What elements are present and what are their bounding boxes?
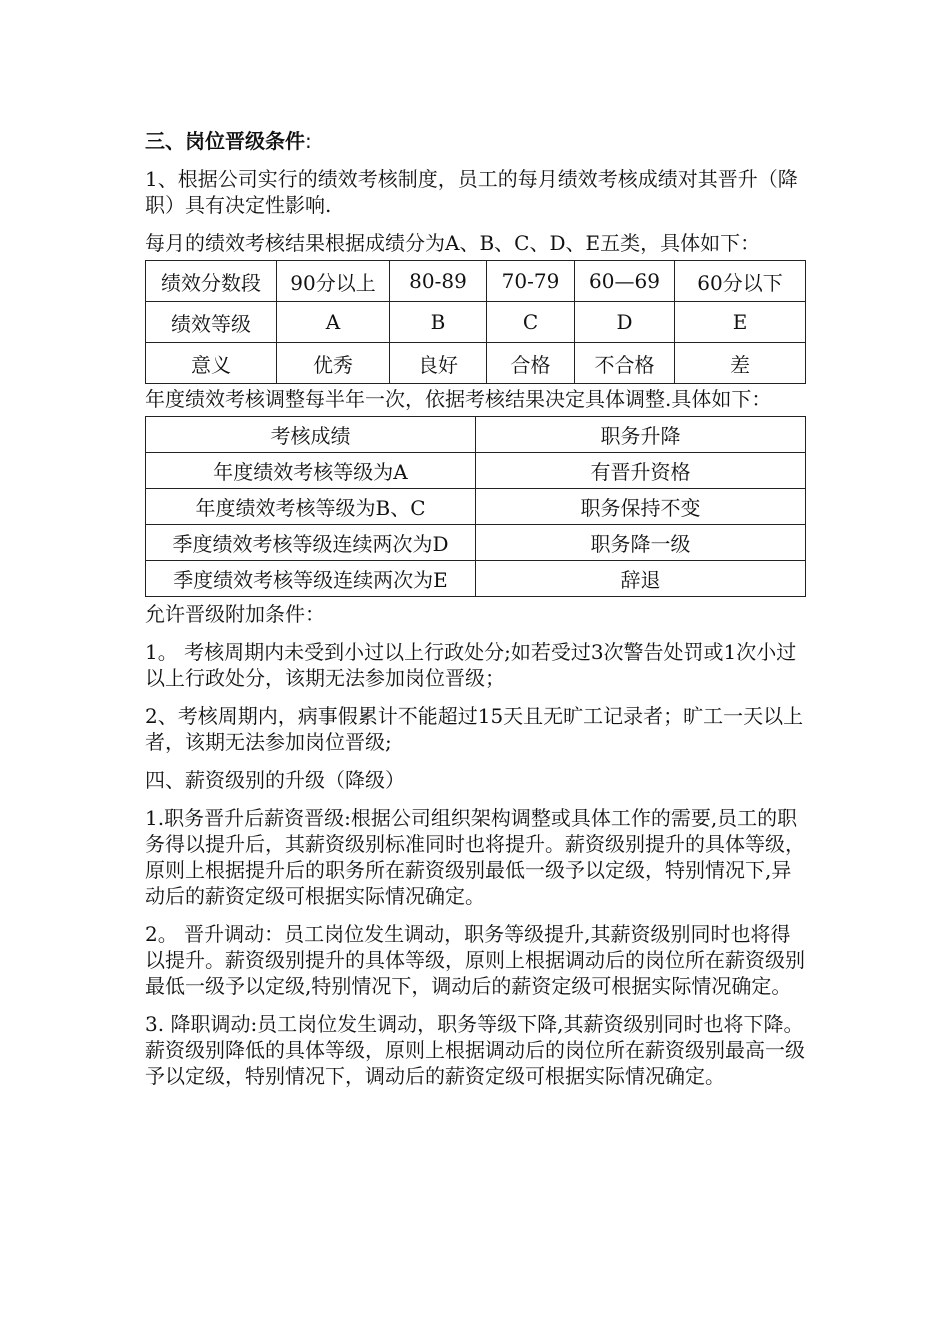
table-cell: B [390, 302, 487, 343]
extra-conditions-title: 允许晋级附加条件： [145, 602, 325, 626]
table-cell: 季度绩效考核等级连续两次为E [146, 561, 476, 597]
table-cell: 职务升降 [476, 417, 806, 453]
extra-condition-1: 1。 考核周期内未受到小过以上行政处分;如若受过3次警告处罚或1次小过以上行政处分，该期无法参加岗位晋级； [145, 640, 797, 690]
section-4-heading: 四、薪资级别的升级（降级） [145, 768, 405, 792]
table-cell: 60—69 [575, 261, 675, 302]
section-3-paragraph-1: 1、根据公司实行的绩效考核制度，员工的每月绩效考核成绩对其晋升（降职）具有决定性影响. [145, 167, 798, 217]
table-cell: 合格 [487, 343, 575, 384]
table-cell: 90分以上 [277, 261, 390, 302]
table-cell: 60分以下 [675, 261, 806, 302]
table-cell: 良好 [390, 343, 487, 384]
table-cell: D [575, 302, 675, 343]
section-4-paragraph-1: 1.职务晋升后薪资晋级:根据公司组织架构调整或具体工作的需要,员工的职务得以提升后，其薪资级别标准同时也将提升。薪资级别提升的具体等级，原则上根据提升后的职务所在薪资级别最低一级予以定级，特别情况下,异动后的薪资定级可根据实际情况确定。 [145, 806, 805, 908]
section-4-paragraph-2: 2。 晋升调动：员工岗位发生调动，职务等级提升,其薪资级别同时也将得以提升。薪资级别提升的具体等级，原则上根据调动后的岗位所在薪资级别最低一级予以定级,特别情况下，调动后的薪资定级可根据实际情况确定。 [145, 922, 805, 998]
table-row [146, 489, 806, 525]
section-3-title: 三、岗位晋级条件 [145, 129, 305, 153]
table-cell: 季度绩效考核等级连续两次为D [146, 525, 476, 561]
extra-condition-2: 2、考核周期内，病事假累计不能超过15天且无旷工记录者；旷工一天以上者，该期无法参加岗位晋级; [145, 704, 804, 754]
table-cell: E [675, 302, 806, 343]
table-cell: 绩效等级 [146, 302, 277, 343]
table-cell: 年度绩效考核等级为A [146, 453, 476, 489]
promotion-rules-table [145, 416, 806, 597]
table-cell: 职务保持不变 [476, 489, 806, 525]
annual-adjustment-paragraph: 年度绩效考核调整每半年一次，依据考核结果决定具体调整.具体如下： [145, 387, 772, 411]
table-cell: 意义 [146, 343, 277, 384]
performance-grade-table [145, 260, 806, 384]
table-row [146, 453, 806, 489]
table-row [146, 417, 806, 453]
table-cell: 有晋升资格 [476, 453, 806, 489]
table-cell: C [487, 302, 575, 343]
table-cell: 70-79 [487, 261, 575, 302]
section-3-paragraph-2: 每月的绩效考核结果根据成绩分为A、B、C、D、E五类，具体如下： [145, 231, 761, 255]
table-cell: 差 [675, 343, 806, 384]
table-cell: 不合格 [575, 343, 675, 384]
table-row [146, 525, 806, 561]
table-row [146, 261, 806, 302]
table-row [146, 561, 806, 597]
section-3-title-colon: : [305, 129, 312, 153]
table-cell: 辞退 [476, 561, 806, 597]
table-row [146, 343, 806, 384]
table-cell: 绩效分数段 [146, 261, 277, 302]
table-cell: A [277, 302, 390, 343]
table-cell: 考核成绩 [146, 417, 476, 453]
section-3-heading [145, 128, 809, 154]
table-cell: 职务降一级 [476, 525, 806, 561]
section-4-paragraph-3: 3. 降职调动:员工岗位发生调动，职务等级下降,其薪资级别同时也将下降。薪资级别降低的具体等级，原则上根据调动后的岗位所在薪资级别最高一级予以定级，特别情况下，调动后的薪资定级可根据实际情况确定。 [145, 1012, 805, 1088]
table-cell: 年度绩效考核等级为B、C [146, 489, 476, 525]
document-content [145, 128, 809, 1089]
table-cell: 优秀 [277, 343, 390, 384]
table-cell: 80-89 [390, 261, 487, 302]
table-row [146, 302, 806, 343]
